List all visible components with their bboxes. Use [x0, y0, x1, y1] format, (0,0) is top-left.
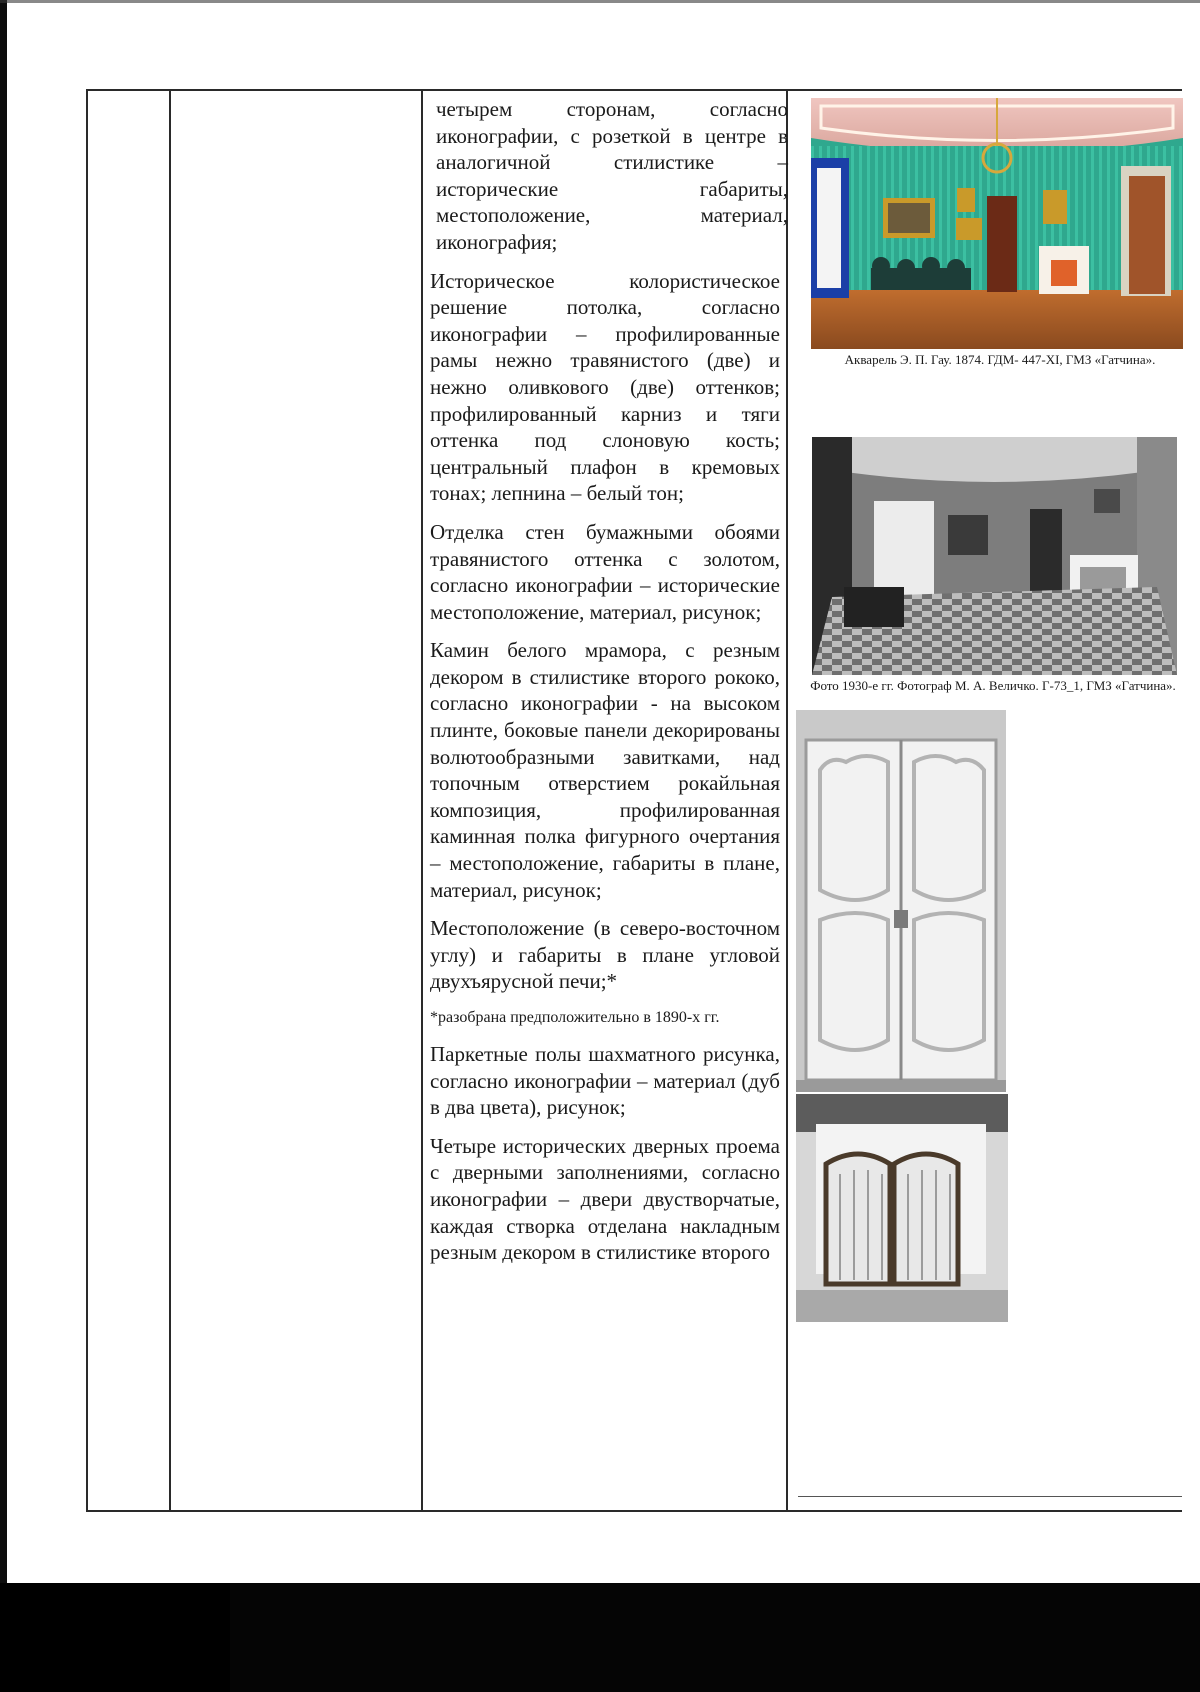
image-cell-bottom-border [798, 1496, 1182, 1497]
table-column-border-3 [421, 89, 423, 1512]
watercolor-caption: Акварель Э. П. Гау. 1874. ГДМ- 447-XI, ГМЗ «Гатчина». [844, 352, 1156, 367]
photo-caption: Фото 1930-е гг. Фотограф М. А. Величко. Г-73_1, ГМЗ «Гатчина». [810, 678, 1176, 693]
fireplace-screen-photo [796, 1094, 1008, 1322]
paragraph-ceiling-rosette: четырем сторонам, согласно иконографии, с розеткой в центре в аналогичной стилистике – исторические габариты, местоположение, материал, иконография; [436, 97, 788, 254]
watercolor-interior-image [811, 98, 1183, 349]
paragraph-fireplace: Камин белого мрамора, с резным декором в стилистике второго рококо, согласно иконографии - на высоком плинте, боковые панели декорированы волютообразными завитками, над топочным отверстием рокайльная композиция, профилированная каминная полка фигурного очертания – местоположение, габариты в плане, материал, рисунок; [430, 638, 780, 902]
scan-top-edge [0, 0, 1200, 3]
paragraph-parquet: Паркетные полы шахматного рисунка, согласно иконографии – материал (дуб в два цвета), рисунок; [430, 1042, 780, 1120]
double-door-photo [796, 710, 1006, 1092]
scan-left-edge [0, 0, 7, 1692]
table-column-border-1 [86, 89, 88, 1512]
paragraph-wallpaper: Отделка стен бумажными обоями травянистого оттенка с золотом, согласно иконографии – исторические местоположение, материал, рисунок; [430, 519, 780, 624]
scan-bottom-dark-notch [0, 1583, 230, 1692]
table-bottom-border [86, 1510, 1182, 1512]
table-column-border-2 [169, 89, 171, 1512]
paragraph-stove: Местоположение (в северо-восточном углу) и габариты в плане угловой двухъярусной печи;* [430, 916, 780, 994]
table-top-border [86, 89, 1182, 91]
paragraph-ceiling-colors: Историческое колористическое решение потолка, согласно иконографии – профилированные рамы нежно травянистого (две) и нежно оливкового (две) оттенков; профилированный карниз и тяги оттенка под слоновую кость; центральный плафон в кремовых тонах; лепнина – белый тон; [430, 268, 780, 506]
paragraph-doorways: Четыре исторических дверных проема с дверными заполнениями, согласно иконографии – двери двустворчатые, каждая створка отделана накладным резным декором в стилистике второго [430, 1133, 780, 1265]
table-column-border-4 [786, 89, 788, 1512]
photo-1930s-interior-image [812, 437, 1177, 675]
description-text-column [430, 96, 788, 1266]
stove-footnote: *разобрана предположительно в 1890-х гг. [430, 1009, 720, 1026]
